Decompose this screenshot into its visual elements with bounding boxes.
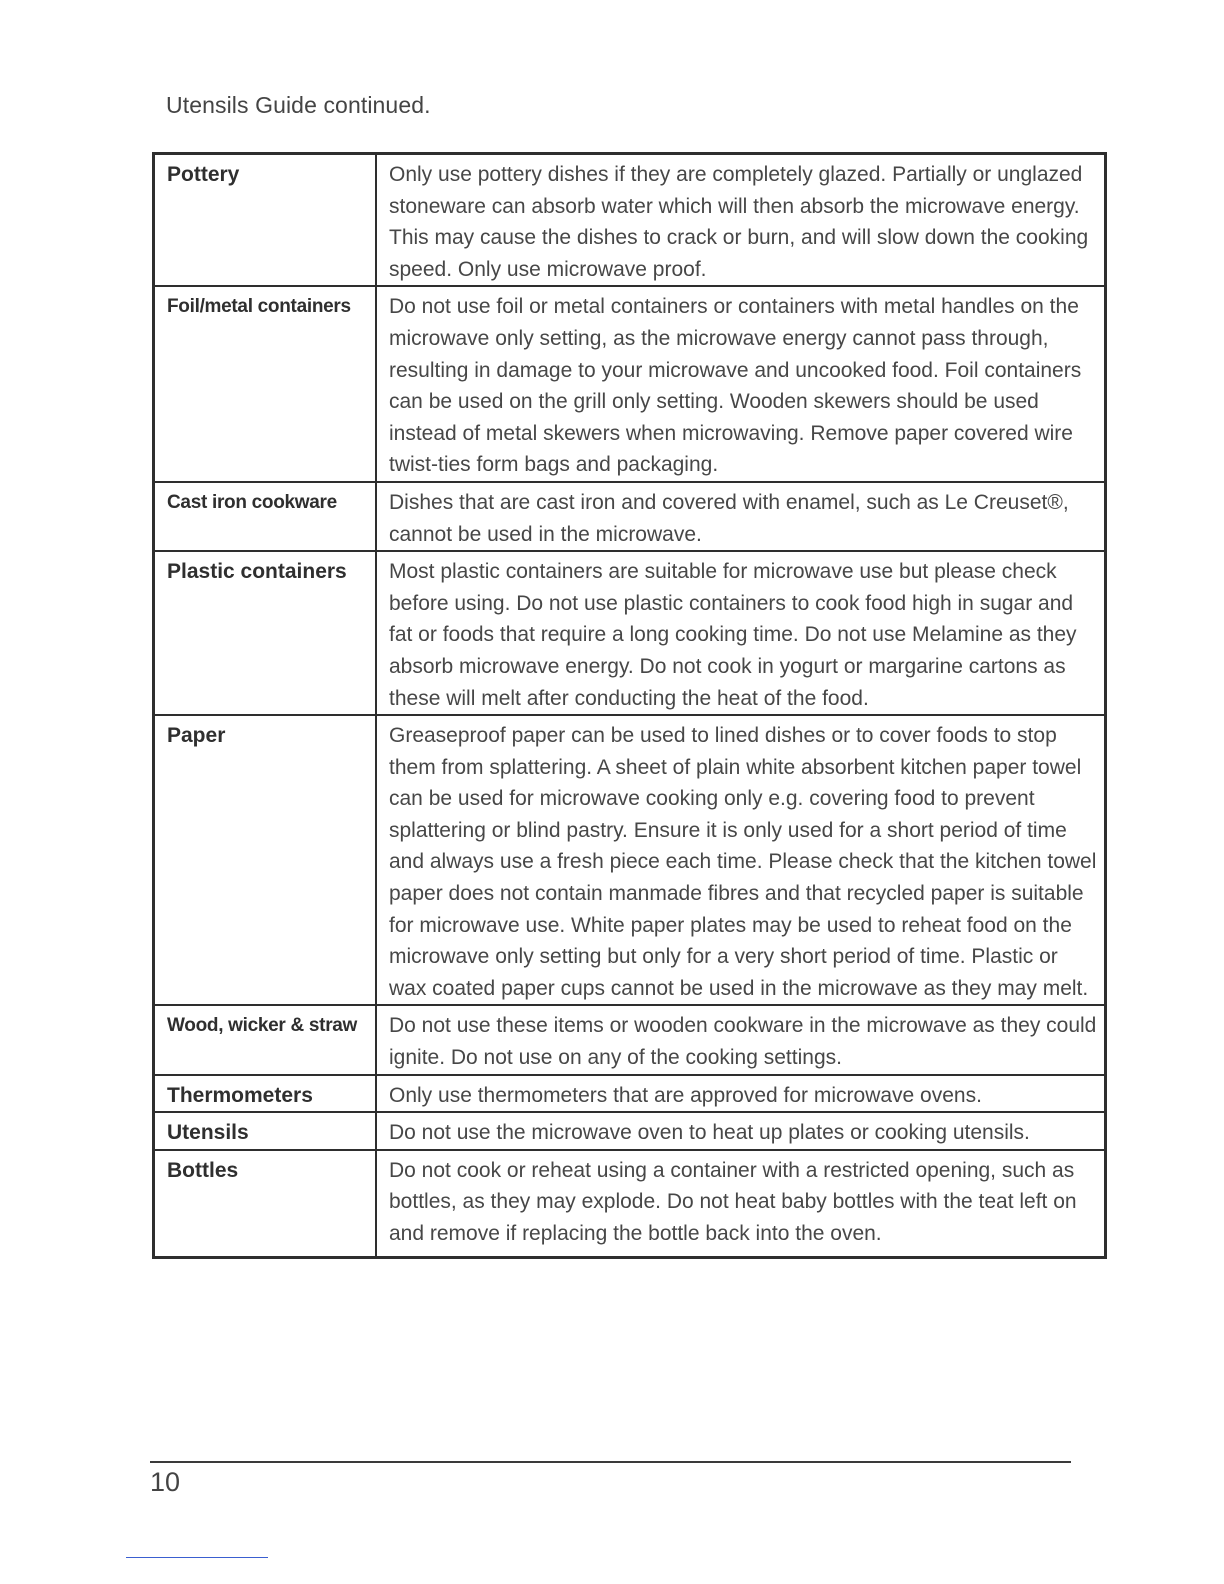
utensil-name: Plastic containers bbox=[154, 551, 377, 715]
utensil-description: Dishes that are cast iron and covered with enamel, such as Le Creuset®, cannot be used in the microwave. bbox=[376, 482, 1106, 551]
table-row bbox=[154, 1075, 1106, 1113]
utensil-description: Do not use the microwave oven to heat up plates or cooking utensils. bbox=[376, 1112, 1106, 1150]
utensil-description: Only use thermometers that are approved for microwave ovens. bbox=[376, 1075, 1106, 1113]
utensil-description: Do not use foil or metal containers or containers with metal handles on the microwave only setting, as the microwave energy cannot pass through, resulting in damage to your microwave and uncooked food. Foil containers can be used on the grill only setting. Wooden skewers should be used instead of metal skewers when microwaving. Remove paper covered wire twist-ties form bags and packaging. bbox=[376, 286, 1106, 482]
utensil-description: Most plastic containers are suitable for microwave use but please check before using. Do not use plastic containers to cook food high in sugar and fat or foods that require a long cooking time. Do not use Melamine as they absorb microwave energy. Do not cook in yogurt or margarine cartons as these will melt after conducting the heat of the food. bbox=[376, 551, 1106, 715]
utensil-description: Do not use these items or wooden cookware in the microwave as they could ignite. Do not use on any of the cooking settings. bbox=[376, 1005, 1106, 1074]
table-row bbox=[154, 154, 1106, 287]
table-row bbox=[154, 551, 1106, 715]
utensil-name: Paper bbox=[154, 715, 377, 1005]
utensil-name: Pottery bbox=[154, 154, 377, 287]
table-row bbox=[154, 482, 1106, 551]
utensil-name: Cast iron cookware bbox=[154, 482, 377, 551]
utensil-name: Wood, wicker & straw bbox=[154, 1005, 377, 1074]
page-heading: Utensils Guide continued. bbox=[166, 92, 431, 118]
utensil-description: Do not cook or reheat using a container with a restricted opening, such as bottles, as they may explode. Do not heat baby bottles with the teat left on and remove if replacing the bottle back into the oven. bbox=[376, 1150, 1106, 1257]
bottom-link-underline bbox=[126, 1557, 268, 1558]
footer-divider bbox=[150, 1461, 1071, 1463]
table-row bbox=[154, 1150, 1106, 1257]
table-row bbox=[154, 286, 1106, 482]
utensil-description: Only use pottery dishes if they are completely glazed. Partially or unglazed stoneware can absorb water which will then absorb the microwave energy. This may cause the dishes to crack or burn, and will slow down the cooking speed. Only use microwave proof. bbox=[376, 154, 1106, 287]
utensil-name: Utensils bbox=[154, 1112, 377, 1150]
utensil-name: Foil/metal containers bbox=[154, 286, 377, 482]
utensil-name: Thermometers bbox=[154, 1075, 377, 1113]
table-row bbox=[154, 715, 1106, 1005]
utensils-guide-table bbox=[152, 152, 1107, 1259]
page-number: 10 bbox=[150, 1467, 181, 1497]
utensil-description: Greaseproof paper can be used to lined dishes or to cover foods to stop them from splattering. A sheet of plain white absorbent kitchen paper towel can be used for microwave cooking only e.g. covering food to prevent splattering or blind pastry. Ensure it is only used for a short period of time and always use a fresh piece each time. Please check that the kitchen towel paper does not contain manmade fibres and that recycled paper is suitable for microwave use. White paper plates may be used to reheat food on the microwave only setting but only for a very short period of time. Plastic or wax coated paper cups cannot be used in the microwave as they may melt. bbox=[376, 715, 1106, 1005]
utensil-name: Bottles bbox=[154, 1150, 377, 1257]
table-row bbox=[154, 1005, 1106, 1074]
table-row bbox=[154, 1112, 1106, 1150]
